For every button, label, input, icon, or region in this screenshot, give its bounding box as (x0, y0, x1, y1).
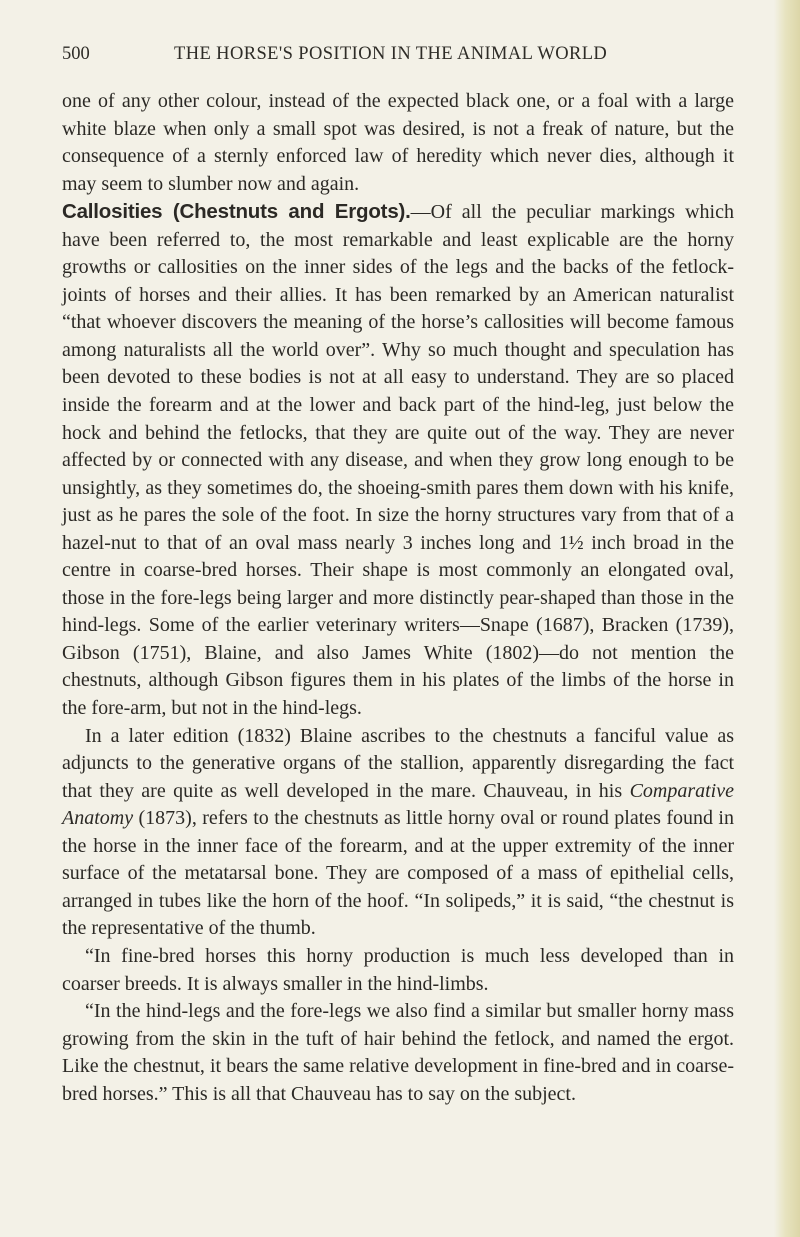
paragraph-text: (1873), refers to the chestnuts as little horny oval or round plates found in the horse in the inner face of the forearm, and at the upper extremity of the inner surface of the metatarsal bone. They are composed of a mass of epithelial cells, arranged in tubes like the horn of the hoof. “In solipeds,” it is said, “the chestnut is the representative of the thumb. (62, 807, 734, 940)
page-number: 500 (62, 44, 90, 64)
running-title: THE HORSE'S POSITION IN THE ANIMAL WORLD (174, 44, 608, 64)
paragraph-callosities (62, 198, 734, 722)
paragraph-callosities-text: —Of all the peculiar markings which have been referred to, the most remarkable and least explicable are the horny growths or callosities on the inner sides of the legs and the backs of the fetlock-joints of horses and their allies. It has been remarked by an American naturalist “that whoever discovers the meaning of the horse’s callosities will become famous among naturalists all the world over”. Why so much thought and speculation has been devoted to these bodies is not at all easy to understand. They are so placed inside the forearm and at the lower and back part of the hind-leg, just below the hock and behind the fetlocks, that they are quite out of the way. They are never affected by or connected with any disease, and when they grow long enough to be unsightly, as they sometimes do, the shoeing-smith pares them down with his knife, just as he pares the sole of the foot. In size the horny structures vary from that of a hazel-nut to that of an oval mass nearly 3 inches long and 1½ inch broad in the centre in coarse-bred horses. Their shape is most commonly an elongated oval, those in the fore-legs being larger and more distinctly pear-shaped than those in the hind-legs. Some of the earlier veterinary writers—Snape (1687), Bracken (1739), Gibson (1751), Blaine, and also James White (1802)—do not mention the chestnuts, although Gibson figures them in his plates of the limbs of the horse in the fore-arm, but not in the hind-legs. (62, 201, 734, 720)
paragraph-text: In a later edition (1832) Blaine ascribes to the chestnuts a fanciful value as adjuncts to the generative organs of the stallion, apparently disregarding the fact that they are quite as well developed in the mare. Chauveau, in his (62, 724, 734, 802)
body-text (62, 88, 734, 1108)
page-edge-shadow (774, 0, 800, 1237)
book-title: Comparative Anatomy (62, 779, 734, 830)
page-header (62, 44, 732, 68)
paragraph-fine-bred: “In fine-bred horses this horny production is much less developed than in coarser breeds. It is always smaller in the hind-limbs. (62, 944, 734, 995)
paragraph-blaine-chauveau (62, 723, 734, 943)
section-heading: Callosities (Chestnuts and Ergots). (62, 200, 411, 224)
paragraph-ergot: “In the hind-legs and the fore-legs we also find a similar but smaller horny mass growing from the skin in the tuft of hair behind the fetlock, and named the ergot. Like the chestnut, it bears the same relative development in fine-bred and in coarse-bred horses.” This is all that Chauveau has to say on the subject. (62, 1000, 734, 1105)
paragraph-heredity: one of any other colour, instead of the expected black one, or a foal with a large white blaze when only a small spot was desired, is not a freak of nature, but the consequence of a sternly enforced law of heredity which never dies, although it may seem to slumber now and again. (62, 90, 734, 195)
